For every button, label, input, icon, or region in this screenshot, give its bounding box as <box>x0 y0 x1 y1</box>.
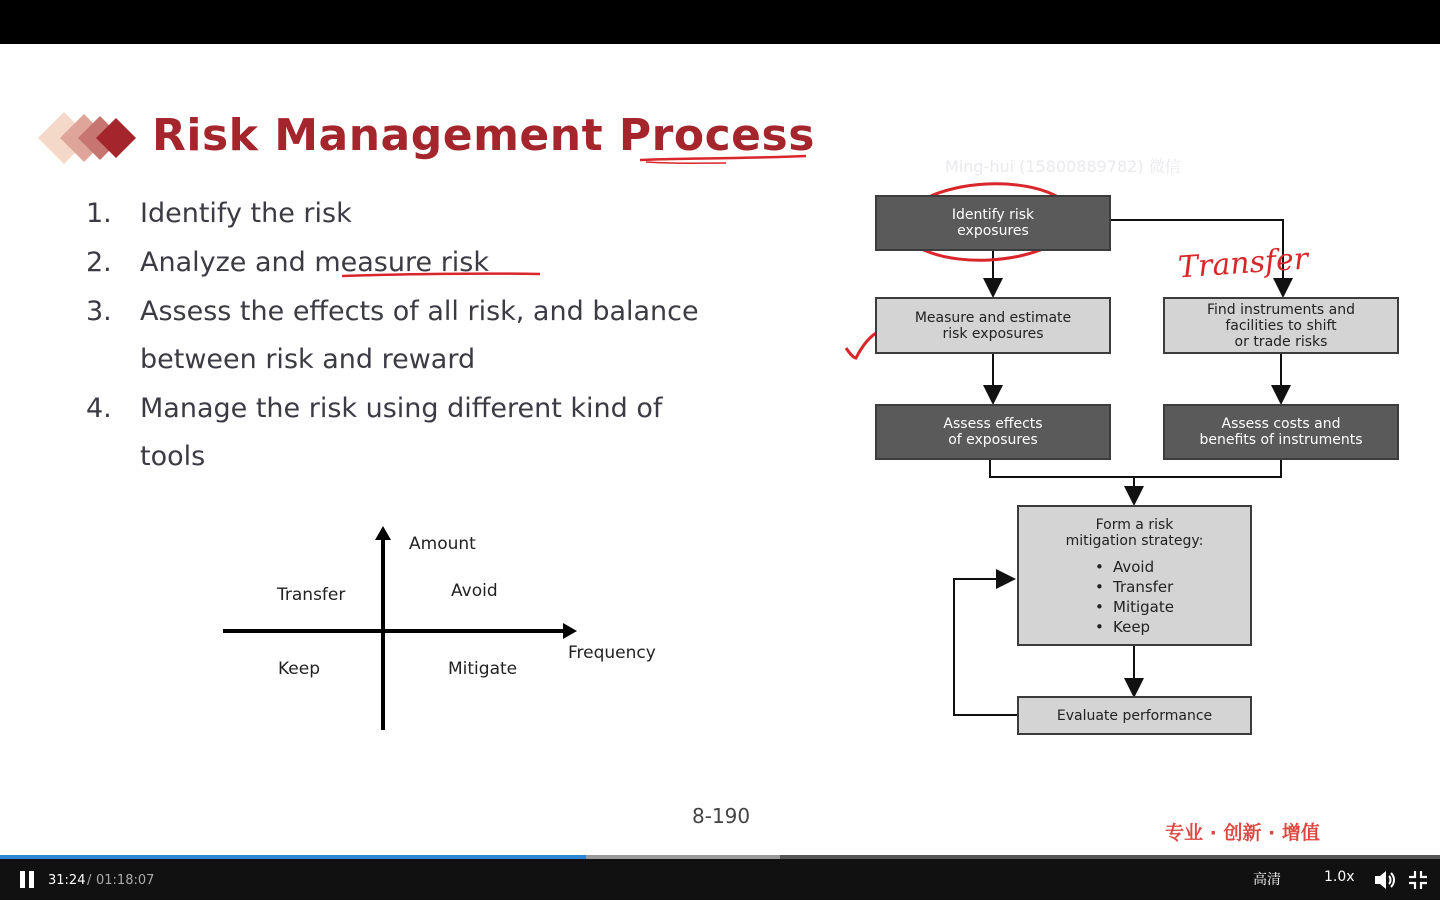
exit-fullscreen-icon[interactable] <box>1408 870 1428 890</box>
step-number: 3. <box>86 296 112 327</box>
time-separator: / <box>87 873 92 888</box>
flow-box-identify-exposures <box>875 195 1111 251</box>
player-controls <box>0 859 1440 900</box>
page-number: 8-190 <box>692 804 751 828</box>
box-line: Evaluate performance <box>1056 707 1213 724</box>
step-3 <box>86 296 699 327</box>
title-diamonds-icon <box>36 108 146 168</box>
measure-risk-handwritten-underline <box>340 268 545 282</box>
strategy-item: • Mitigate <box>1095 597 1174 617</box>
quality-button[interactable]: 高清 <box>1253 872 1281 888</box>
total-time: 01:18:07 <box>96 873 155 888</box>
axis-label-frequency: Frequency <box>568 643 656 663</box>
quadrant-avoid: Avoid <box>451 581 498 601</box>
handwritten-transfer-annotation: Transfer <box>1176 241 1310 286</box>
step-text: Analyze and measure risk <box>140 247 489 278</box>
quadrant-keep: Keep <box>278 659 321 679</box>
flow-box-assess-effects <box>875 404 1111 460</box>
box-line: Assess costs and <box>1221 416 1341 432</box>
risk-quadrant-axes <box>215 520 595 740</box>
box-line: Find instruments and <box>1206 301 1355 318</box>
box-line: risk exposures <box>942 325 1044 342</box>
strategy-item: • Transfer <box>1095 577 1174 597</box>
box-line: of exposures <box>948 432 1038 448</box>
box-line: or trade risks <box>1234 333 1328 350</box>
strategy-item: • Keep <box>1095 617 1174 637</box>
step-4 <box>86 393 662 424</box>
flow-box-mitigation-strategy <box>1017 505 1252 646</box>
current-time: 31:24 <box>48 873 86 888</box>
step-4-continuation: tools <box>140 441 206 472</box>
axis-label-amount: Amount <box>409 534 476 554</box>
quadrant-mitigate: Mitigate <box>448 659 518 679</box>
step-text: Assess the effects of all risk, and balance <box>140 296 699 327</box>
flow-box-assess-costs <box>1163 404 1399 460</box>
step-text: Manage the risk using different kind of <box>140 393 663 424</box>
title-handwritten-underline <box>636 150 816 170</box>
box-line: Assess effects <box>943 416 1043 432</box>
step-number: 4. <box>86 393 112 424</box>
box-line: Measure and estimate <box>914 309 1072 326</box>
box-line: exposures <box>957 223 1029 239</box>
step-3-continuation: between risk and reward <box>140 344 476 375</box>
pause-button[interactable] <box>18 871 36 889</box>
strategy-item: • Avoid <box>1095 557 1174 577</box>
slide-title: Risk Management Process <box>152 110 815 161</box>
flow-box-evaluate-performance <box>1017 696 1252 735</box>
box-line: facilities to shift <box>1225 317 1337 334</box>
watermark: Ming-hui (15800889782) 微信 <box>945 157 1181 176</box>
box-line: benefits of instruments <box>1199 432 1363 448</box>
flow-box-find-instruments <box>1163 297 1399 354</box>
step-1 <box>86 198 352 229</box>
step-number: 1. <box>86 198 112 229</box>
volume-icon[interactable] <box>1373 869 1397 891</box>
flow-box-measure-exposures <box>875 297 1111 354</box>
step-text: Identify the risk <box>140 198 352 229</box>
strategy-list <box>1095 557 1174 637</box>
box-line: Identify risk <box>951 207 1035 223</box>
step-number: 2. <box>86 247 112 278</box>
quadrant-transfer: Transfer <box>277 585 346 605</box>
box-line: mitigation strategy: <box>1065 533 1204 549</box>
brand-slogan: 专业 · 创新 · 增值 <box>1165 822 1320 844</box>
box-line: Form a risk <box>1095 517 1174 533</box>
playback-speed-button[interactable]: 1.0x <box>1324 869 1355 885</box>
top-black-bar <box>0 0 1440 44</box>
